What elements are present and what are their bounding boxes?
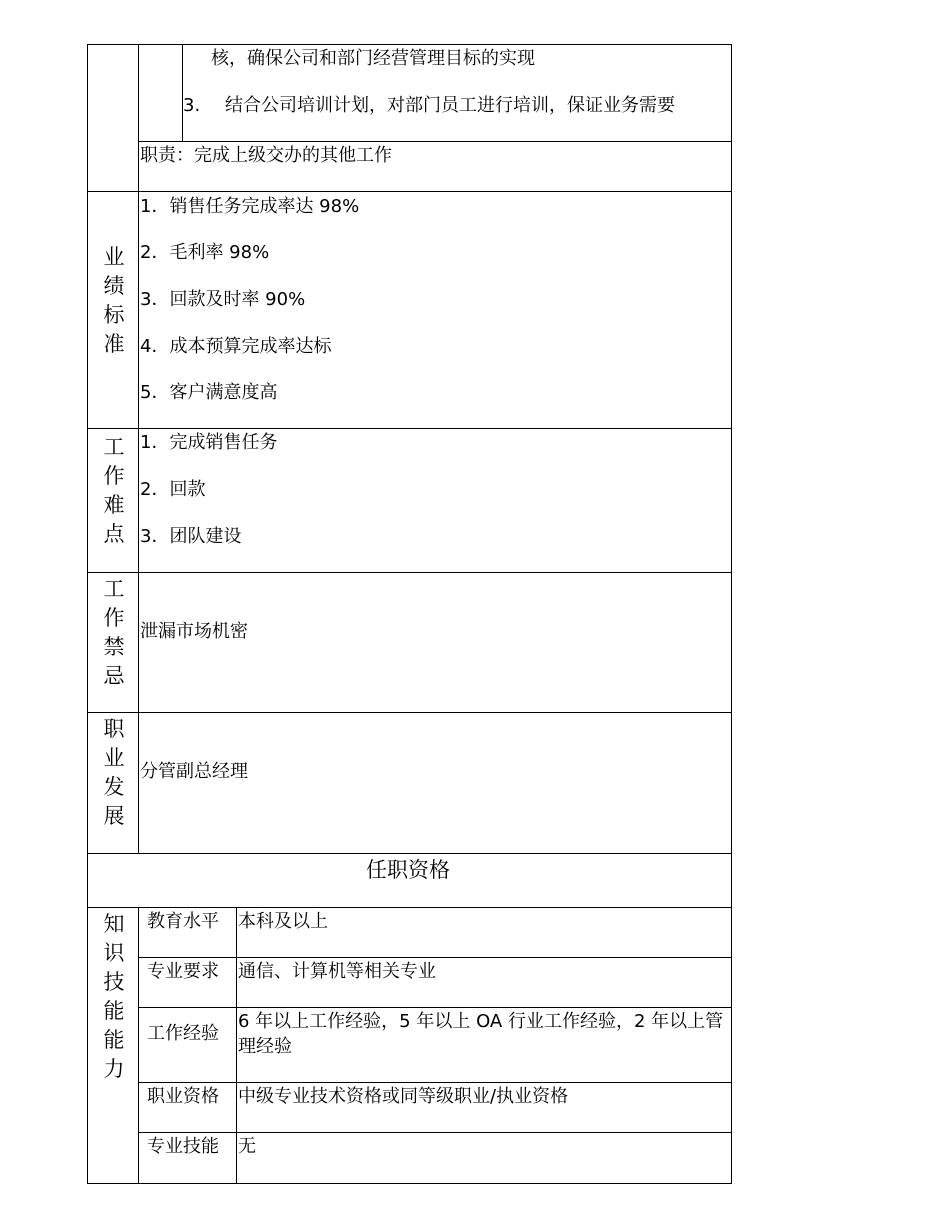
row-divider <box>138 957 732 958</box>
difficulties-label: 工 作 难 点 <box>103 435 125 546</box>
difficulty-item: 1．完成销售任务 <box>140 432 278 453</box>
other-duty: 职责：完成上级交办的其他工作 <box>140 145 392 166</box>
row-divider <box>138 141 732 142</box>
taboos-label: 工 作 禁 忌 <box>103 577 125 688</box>
qualification-value-major: 通信、计算机等相关专业 <box>238 961 436 982</box>
difficulty-item: 3．团队建设 <box>140 526 242 547</box>
performance-item: 4．成本预算完成率达标 <box>140 336 332 357</box>
label-column-divider <box>138 44 139 853</box>
career-label: 职 业 发 展 <box>103 717 125 828</box>
knowledge-skills-label: 知 识 技 能 能 力 <box>103 912 125 1081</box>
qualification-key-skills: 专业技能 <box>147 1136 219 1157</box>
qualification-key-major: 专业要求 <box>147 961 219 982</box>
qualification-value-experience-line2: 理经验 <box>238 1036 292 1057</box>
row-divider <box>87 191 732 192</box>
duty-item-3-number: 3. <box>183 95 201 116</box>
performance-item: 5．客户满意度高 <box>140 382 278 403</box>
career-text: 分管副总经理 <box>140 761 248 782</box>
qualification-key-experience: 工作经验 <box>147 1023 219 1044</box>
label-column-divider-lower <box>138 907 139 1184</box>
row-divider <box>138 1132 732 1133</box>
row-divider <box>87 428 732 429</box>
qualification-value-experience-line1: 6 年以上工作经验，5 年以上 OA 行业工作经验，2 年以上管 <box>238 1011 724 1032</box>
duty-subcell-divider <box>182 44 183 142</box>
row-divider <box>138 1082 732 1083</box>
row-divider <box>87 907 732 908</box>
row-divider <box>87 853 732 854</box>
qualifications-title: 任职资格 <box>366 858 450 882</box>
performance-label: 业 绩 标 准 <box>103 245 125 356</box>
row-divider <box>87 712 732 713</box>
performance-item: 2．毛利率 98% <box>140 242 270 263</box>
row-divider <box>87 572 732 573</box>
duty-item-3-text: 结合公司培训计划，对部门员工进行培训，保证业务需要 <box>225 95 675 116</box>
duty-line-continuation: 核，确保公司和部门经营管理目标的实现 <box>211 48 535 69</box>
performance-item: 3．回款及时率 90% <box>140 289 306 310</box>
difficulty-item: 2．回款 <box>140 479 206 500</box>
qualification-key-education: 教育水平 <box>147 911 219 932</box>
qualification-value-education: 本科及以上 <box>238 911 328 932</box>
row-divider <box>138 1007 732 1008</box>
qualification-value-certificate: 中级专业技术资格或同等级职业/执业资格 <box>238 1086 569 1107</box>
qualification-key-certificate: 职业资格 <box>147 1086 219 1107</box>
qualification-value-skills: 无 <box>238 1136 256 1157</box>
performance-item: 1．销售任务完成率达 98% <box>140 196 360 217</box>
taboo-text: 泄漏市场机密 <box>140 621 248 642</box>
qualification-key-divider <box>236 907 237 1184</box>
